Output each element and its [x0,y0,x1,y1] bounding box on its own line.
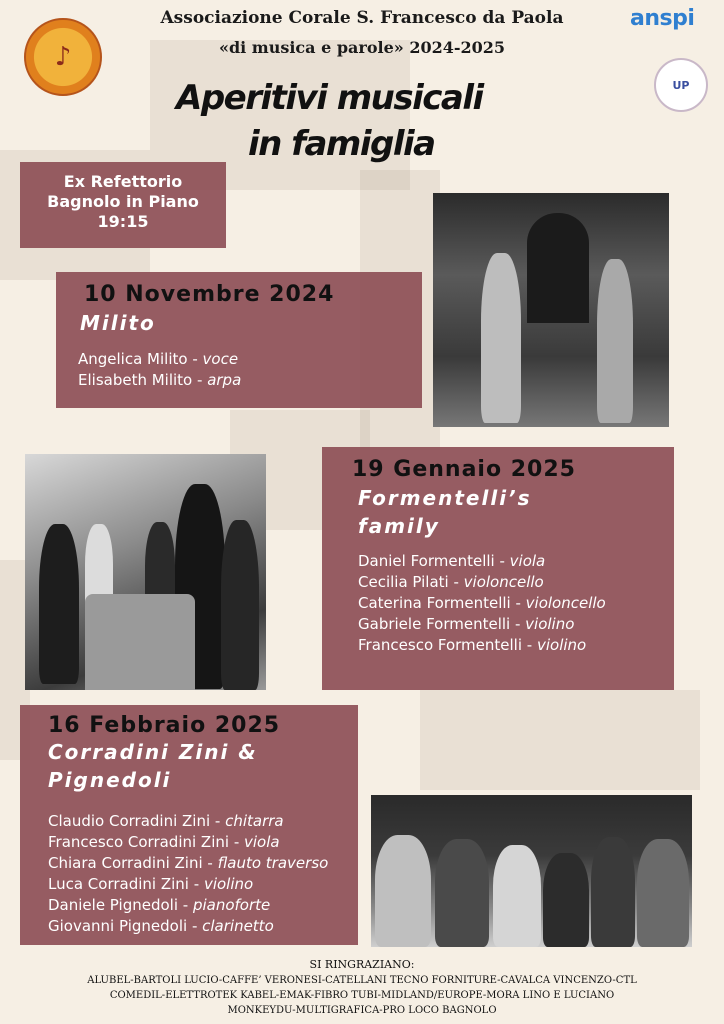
performer-name: Chiara Corradini Zini [48,854,203,872]
association-name: Associazione Corale S. Francesco da Paola [160,8,564,28]
event-card-1 [56,272,422,408]
stone-well [85,594,195,690]
performer-instrument: chitarra [225,812,284,830]
treble-clef-icon: ♪ [54,42,72,72]
separator: - [192,371,208,389]
performer-name: Giovanni Pignedoli [48,917,188,935]
performer-list [48,811,328,937]
performer-row [358,572,606,593]
event-ensemble-line2: Pignedoli [48,768,172,792]
event-date: 19 Gennaio 2025 [352,457,576,482]
performer-figure [543,853,589,947]
performer-instrument: voce [202,350,239,368]
performer-name: Cecilia Pilati [358,573,449,591]
performer-name: Francesco Corradini Zini [48,833,230,851]
performer-row [358,593,606,614]
performer-figure [221,520,259,690]
event-ensemble-line2: family [358,514,440,538]
up-logo-text: UP [672,78,690,92]
performer-row [48,874,328,895]
performer-name: Angelica Milito [78,350,188,368]
performer-name: Caterina Formentelli [358,594,511,612]
anspi-logo: anspi [630,6,695,31]
sponsors-line-2: COMEDIL-ELETTROTEK KABEL-EMAK-FIBRO TUBI-MIDLAND/EUROPE-MORA LINO E LUCIANO [109,990,615,1001]
performer-row [48,916,328,937]
performer-instrument: violino [203,875,254,893]
performer-row [78,349,241,370]
event-ensemble: Milito [80,311,156,335]
performer-instrument: viola [509,552,546,570]
separator: - [187,350,203,368]
venue-name: Ex Refettorio [63,172,183,191]
venue-town: Bagnolo in Piano [47,192,199,211]
performer-instrument: viola [244,833,280,851]
performer-row [358,551,606,572]
event-card-2 [322,447,674,690]
event1-photo [433,193,669,427]
event-ensemble-line1: Formentelli’s [358,486,532,510]
performer-instrument: violoncello [525,594,606,612]
page-title-line2: in famiglia [248,124,435,164]
performer-name: Gabriele Formentelli [358,615,511,633]
separator: - [210,812,226,830]
background-photo-collage [420,690,700,790]
separator: - [510,594,526,612]
doorway-arch [527,213,589,323]
performer-figure [39,524,79,684]
separator: - [522,636,537,654]
performer-row [358,635,606,656]
performer-name: Daniel Formentelli [358,552,495,570]
performer-list [358,551,606,656]
performer-name: Francesco Formentelli [358,636,523,654]
separator: - [187,917,203,935]
performer-row [48,832,328,853]
sponsors-line-3: MONKEYDU-MULTIGRAFICA-PRO LOCO BAGNOLO [227,1005,497,1016]
parish-unit-logo [654,58,708,112]
performer-name: Daniele Pignedoli [48,896,178,914]
performer-instrument: flauto traverso [217,854,329,872]
separator: - [177,896,193,914]
separator: - [448,573,464,591]
music-school-logo [24,18,102,96]
event-date: 10 Novembre 2024 [84,282,335,307]
performer-figure [481,253,521,423]
separator: - [494,552,510,570]
performer-instrument: clarinetto [202,917,274,935]
separator: - [188,875,204,893]
performer-name: Claudio Corradini Zini [48,812,211,830]
performer-list [78,349,241,391]
page-title-line1: Aperitivi musicali [176,78,483,118]
event-ensemble-line1: Corradini Zini & [48,740,258,764]
event3-photo [371,795,692,947]
performer-figure [597,259,633,423]
performer-row [48,811,328,832]
performer-instrument: pianoforte [192,896,271,914]
performer-figure [591,837,635,947]
performer-row [78,370,241,391]
separator: - [202,854,218,872]
separator: - [229,833,245,851]
event-card-3 [20,705,358,945]
performer-instrument: arpa [207,371,242,389]
performer-figure [493,845,541,947]
event-date: 16 Febbraio 2025 [48,713,281,738]
performer-row [48,853,328,874]
performer-row [358,614,606,635]
performer-figure [435,839,489,947]
performer-figure [637,839,689,947]
performer-instrument: violoncello [463,573,544,591]
event2-photo [25,454,266,690]
season-subtitle: «di musica e parole» 2024-2025 [218,38,506,57]
sponsors-line-1: ALUBEL-BARTOLI LUCIO-CAFFE’ VERONESI-CATELLANI TECNO FORNITURE-CAVALCA VINCENZO-CTL [87,975,637,986]
venue-time: 19:15 [97,212,149,231]
sponsors-heading: SI RINGRAZIANO: [309,958,415,971]
performer-figure [375,835,431,947]
venue-box [20,162,226,248]
separator: - [510,615,526,633]
performer-instrument: violino [525,615,575,633]
performer-name: Elisabeth Milito [78,371,193,389]
performer-row [48,895,328,916]
performer-instrument: violino [536,636,587,654]
performer-name: Luca Corradini Zini [48,875,189,893]
